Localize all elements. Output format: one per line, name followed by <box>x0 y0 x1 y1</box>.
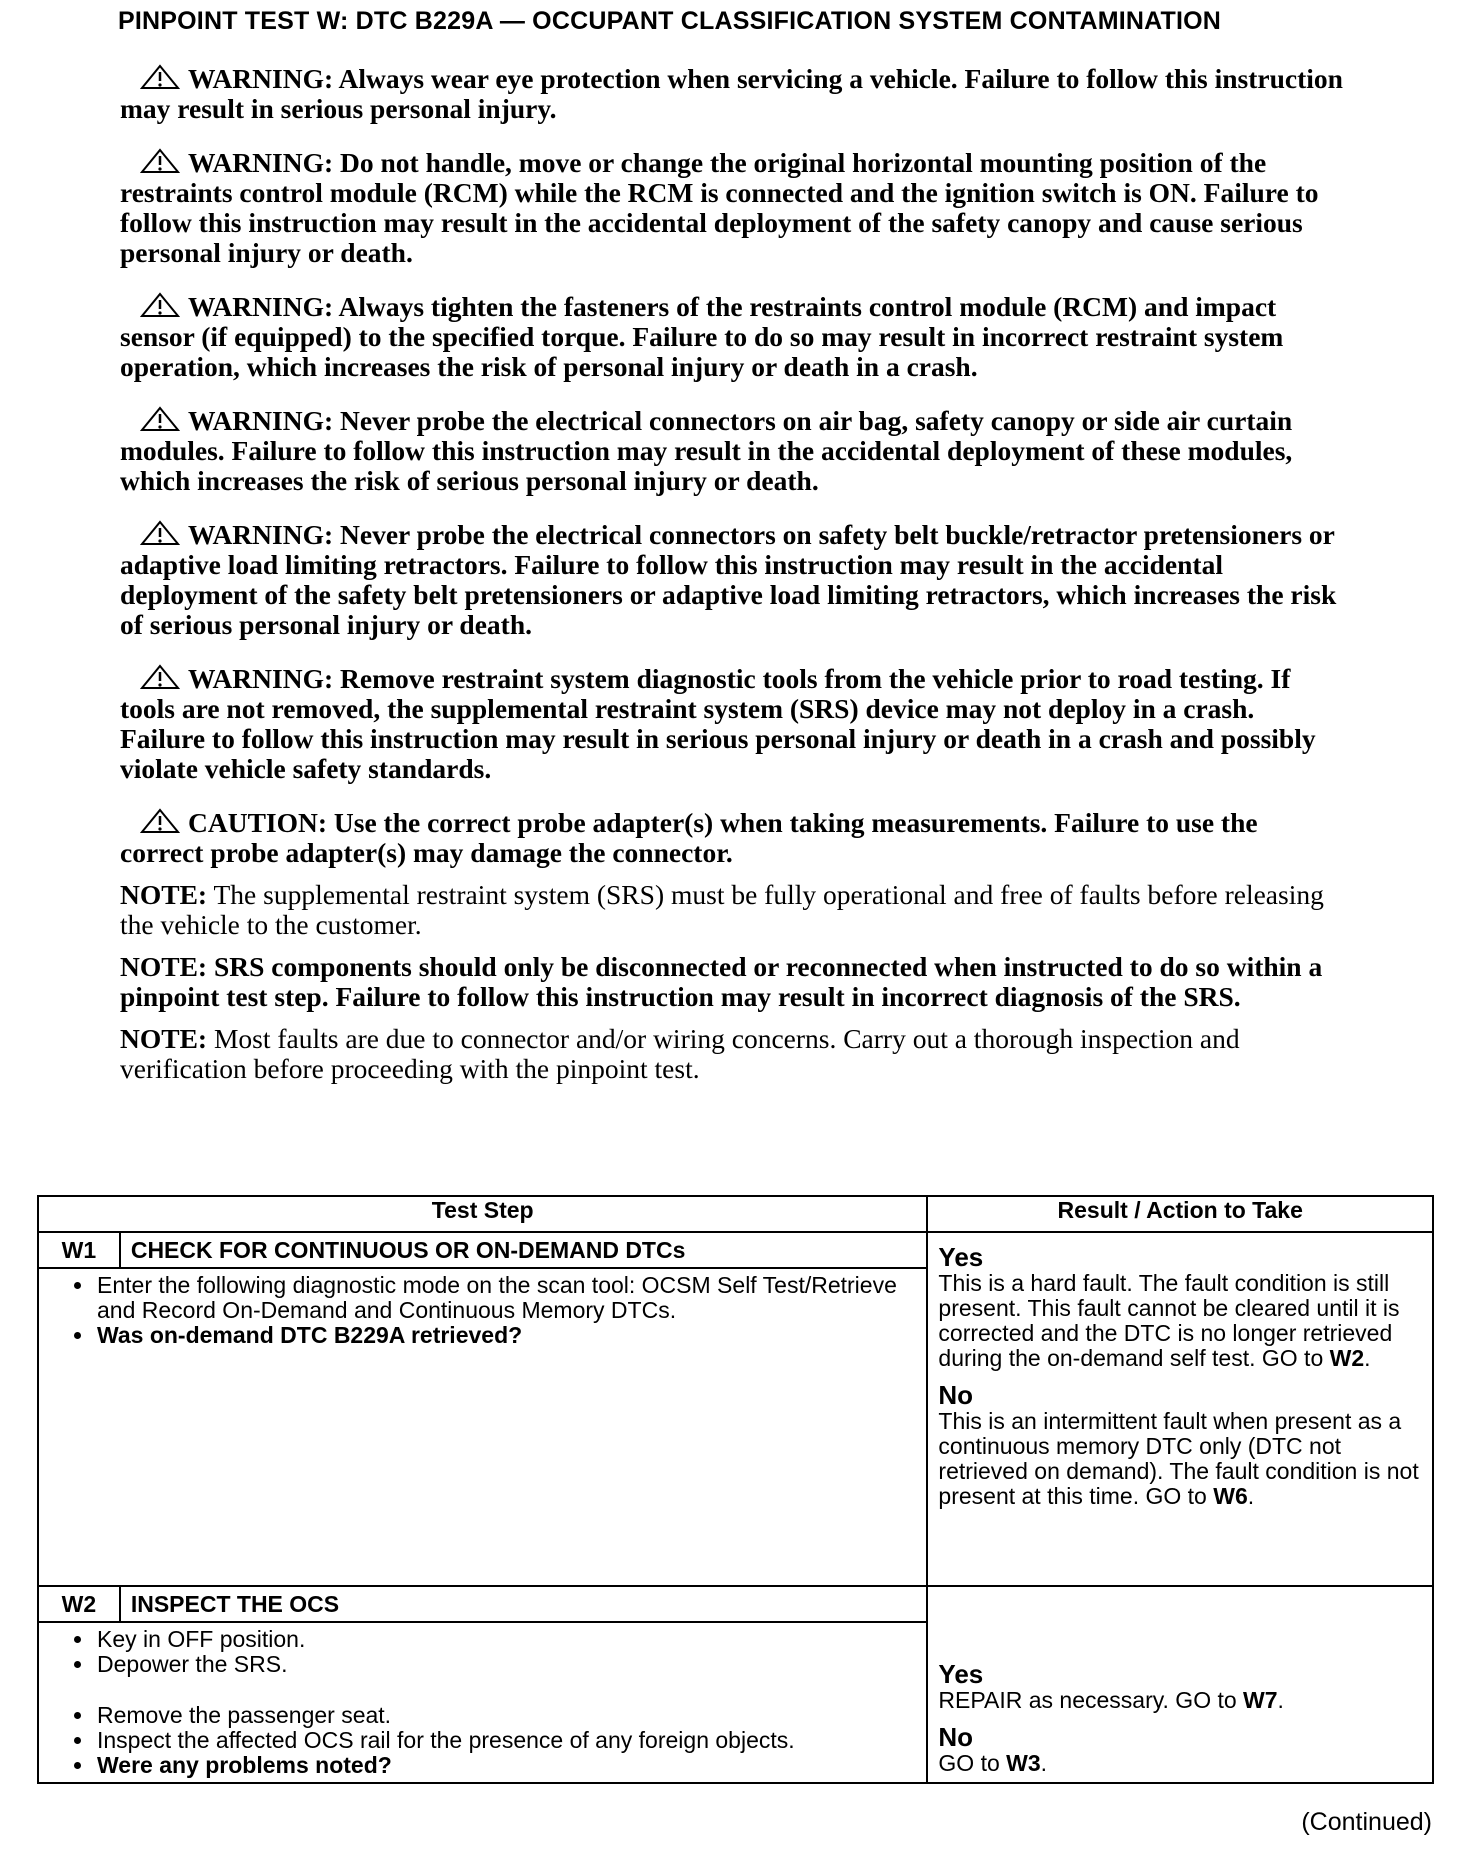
continued-label: (Continued) <box>1301 1808 1432 1836</box>
goto-link[interactable]: W7 <box>1243 1687 1278 1713</box>
no-label: No <box>938 1380 974 1410</box>
yes-action: REPAIR as necessary. GO to W7. <box>938 1687 1284 1713</box>
step-question: • Was on-demand DTC B229A retrieved? <box>95 1323 916 1348</box>
step-detail <box>38 1622 927 1783</box>
list-item: • Depower the SRS. <box>95 1652 916 1677</box>
step-bullets <box>47 1627 916 1677</box>
step-result <box>927 1232 1433 1586</box>
list-item: • Remove the passenger seat. <box>95 1703 916 1728</box>
note-paragraph <box>120 952 1345 1012</box>
warning-paragraph <box>120 148 1345 268</box>
no-label: No <box>938 1722 974 1752</box>
step-id: W1 <box>38 1232 120 1268</box>
step-result <box>927 1586 1433 1783</box>
note-label: NOTE: <box>120 1023 208 1054</box>
warning-text: Never probe the electrical connectors on safety belt buckle/retractor pretensioners or adaptive load limiting retractors. Failure to follow this instruction may result in the accidental deployment of the safety belt pretensioners or adaptive load limiting retractors, which increases the risk of serious personal injury or death. <box>120 519 1337 640</box>
yes-label: Yes <box>938 1659 984 1689</box>
yes-action: This is a hard fault. The fault condition is still present. This fault cannot be cleared until it is corrected and the DTC is no longer retrieved during the on-demand self test. GO to W2. <box>938 1270 1400 1371</box>
note-paragraph <box>120 880 1345 940</box>
note-text: The supplemental restraint system (SRS) must be fully operational and free of faults before releasing the vehicle to the customer. <box>120 879 1324 940</box>
page-title: PINPOINT TEST W: DTC B229A — OCCUPANT CLASSIFICATION SYSTEM CONTAMINATION <box>118 7 1222 35</box>
warning-paragraph <box>120 520 1345 640</box>
step-title-row <box>38 1232 1433 1268</box>
warning-label: WARNING: <box>188 291 334 322</box>
warning-paragraph <box>120 64 1345 124</box>
no-action: This is an intermittent fault when present as a continuous memory DTC only (DTC not retrieved on demand). The fault condition is not present at this time. GO to W6. <box>938 1408 1419 1509</box>
caution-text: Use the correct probe adapter(s) when taking measurements. Failure to use the correct probe adapter(s) may damage the connector. <box>120 807 1258 868</box>
warning-label: WARNING: <box>188 663 334 694</box>
step-bullets <box>47 1703 916 1778</box>
step-bullets <box>47 1273 916 1348</box>
step-title-row <box>38 1586 1433 1622</box>
warning-label: WARNING: <box>188 63 334 94</box>
goto-link[interactable]: W2 <box>1329 1345 1365 1371</box>
warning-text: Do not handle, move or change the original horizontal mounting position of the restraints control module (RCM) while the RCM is connected and the ignition switch is ON. Failure to follow this instruction may result in the accidental deployment of the safety canopy and cause serious personal injury or death. <box>120 147 1319 268</box>
result-header: Result / Action to Take <box>927 1196 1433 1232</box>
warning-text: Always wear eye protection when servicing a vehicle. Failure to follow this instruction may result in serious personal injury. <box>120 63 1343 124</box>
warning-paragraph <box>120 292 1345 382</box>
goto-link[interactable]: W6 <box>1213 1483 1248 1509</box>
step-title: CHECK FOR CONTINUOUS OR ON-DEMAND DTCs <box>120 1232 928 1268</box>
warning-paragraph <box>120 664 1345 784</box>
note-label: NOTE: <box>120 951 208 982</box>
note-text: SRS components should only be disconnected or reconnected when instructed to do so within a pinpoint test step. Failure to follow this instruction may result in incorrect diagnosis of the SRS. <box>120 951 1323 1012</box>
warning-triangle-icon <box>138 292 182 318</box>
note-text: Most faults are due to connector and/or wiring concerns. Carry out a thorough inspection and verification before proceeding with the pinpoint test. <box>120 1023 1240 1084</box>
warning-triangle-icon <box>138 64 182 90</box>
table-header-row <box>38 1196 1433 1232</box>
step-detail <box>38 1268 927 1586</box>
list-item: • Enter the following diagnostic mode on the scan tool: OCSM Self Test/Retrieve and Record On-Demand and Continuous Memory DTCs. <box>95 1273 916 1323</box>
note-paragraph <box>120 1024 1345 1084</box>
warning-label: WARNING: <box>188 519 334 550</box>
warning-label: WARNING: <box>188 405 334 436</box>
step-title: INSPECT THE OCS <box>120 1586 928 1622</box>
procedure-text <box>120 64 1345 1096</box>
warning-triangle-icon <box>138 148 182 174</box>
list-item: • Key in OFF position. <box>95 1627 916 1652</box>
no-action: GO to W3. <box>938 1750 1048 1776</box>
warning-triangle-icon <box>138 520 182 546</box>
warning-text: Never probe the electrical connectors on air bag, safety canopy or side air curtain modules. Failure to follow this instruction may result in the accidental deployment of these modules, which increases the risk of serious personal injury or death. <box>120 405 1293 496</box>
pinpoint-test-table <box>37 1195 1434 1784</box>
caution-triangle-icon <box>138 808 182 834</box>
step-question: • Were any problems noted? <box>95 1753 916 1778</box>
warning-paragraph <box>120 406 1345 496</box>
caution-label: CAUTION: <box>188 807 328 838</box>
note-label: NOTE: <box>120 879 208 910</box>
warning-triangle-icon <box>138 664 182 690</box>
goto-link[interactable]: W3 <box>1006 1750 1041 1776</box>
step-id: W2 <box>38 1586 120 1622</box>
warning-text: Always tighten the fasteners of the restraints control module (RCM) and impact sensor (if equipped) to the specified torque. Failure to do so may result in incorrect restraint system operation, which increases the risk of personal injury or death in a crash. <box>120 291 1284 382</box>
yes-label: Yes <box>938 1242 984 1272</box>
warning-label: WARNING: <box>188 147 334 178</box>
caution-paragraph <box>120 808 1345 868</box>
warning-text: Remove restraint system diagnostic tools from the vehicle prior to road testing. If tools are not removed, the supplemental restraint system (SRS) device may not deploy in a crash. Failure to follow this instruction may result in serious personal injury or death in a crash and possibly violate vehicle safety standards. <box>120 663 1316 784</box>
warning-triangle-icon <box>138 406 182 432</box>
test-step-header: Test Step <box>38 1196 927 1232</box>
list-item: • Inspect the affected OCS rail for the presence of any foreign objects. <box>95 1728 916 1753</box>
